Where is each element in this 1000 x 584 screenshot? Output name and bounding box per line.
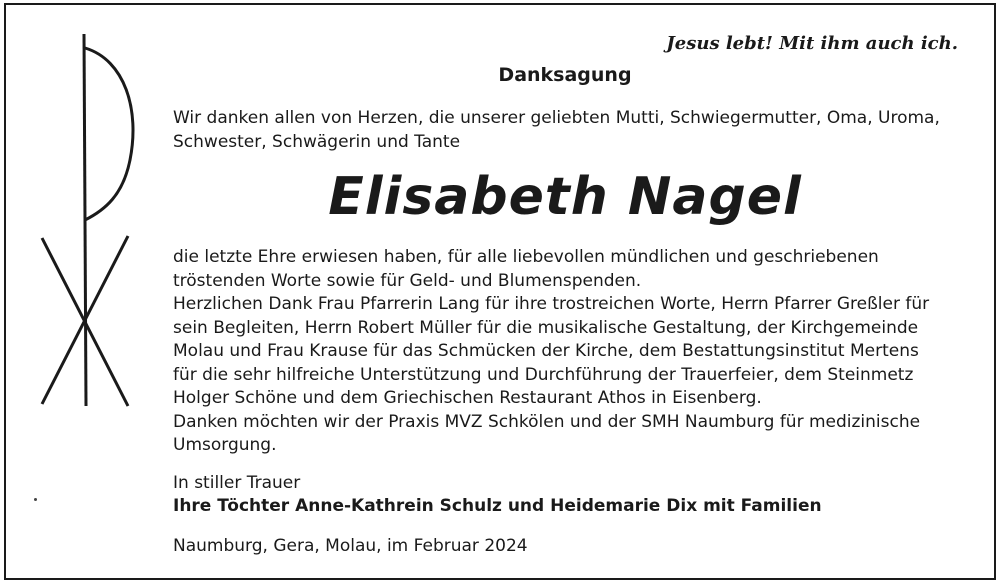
- family-signature: Ihre Töchter Anne-Kathrein Schulz und Heidemarie Dix mit Familien: [173, 496, 822, 516]
- motto: Jesus lebt! Mit ihm auch ich.: [666, 33, 958, 54]
- deceased-name: Elisabeth Nagel: [328, 167, 802, 227]
- place-date: Naumburg, Gera, Molau, im Februar 2024: [173, 536, 528, 556]
- print-speck: [34, 498, 37, 501]
- heading: Danksagung: [498, 64, 632, 86]
- intro-text: Wir danken allen von Herzen, die unserer geliebten Mutti, Schwiegermutter, Oma, Uroma, Schwester, Schwägerin und Tante: [173, 108, 940, 152]
- mourning-line: In stiller Trauer: [173, 473, 301, 493]
- body-text: die letzte Ehre erwiesen haben, für alle liebevollen mündlichen und geschriebenen tröstenden Worte sowie für Geld- und Blumenspenden. Herzlichen Dank Frau Pfarrerin Lang für ihre trostreichen Worte, Herrn Pfarrer Greßler für sein Begleiten, Herrn Robert Müller für die musikalische Gestaltung, der Kirchgemeinde Molau und Frau Krause für das Schmücken der Kirche, dem Bestattungsinstitut Mertens für die sehr hilfreiche Unterstützung und Durchführung der Trauerfeier, dem Steinmetz Holger Schöne und dem Griechischen Restaurant Athos in Eisenberg. Danken möchten wir der Praxis MVZ Schkölen und der SMH Naumburg für medizinische Umsorgung.: [173, 247, 930, 455]
